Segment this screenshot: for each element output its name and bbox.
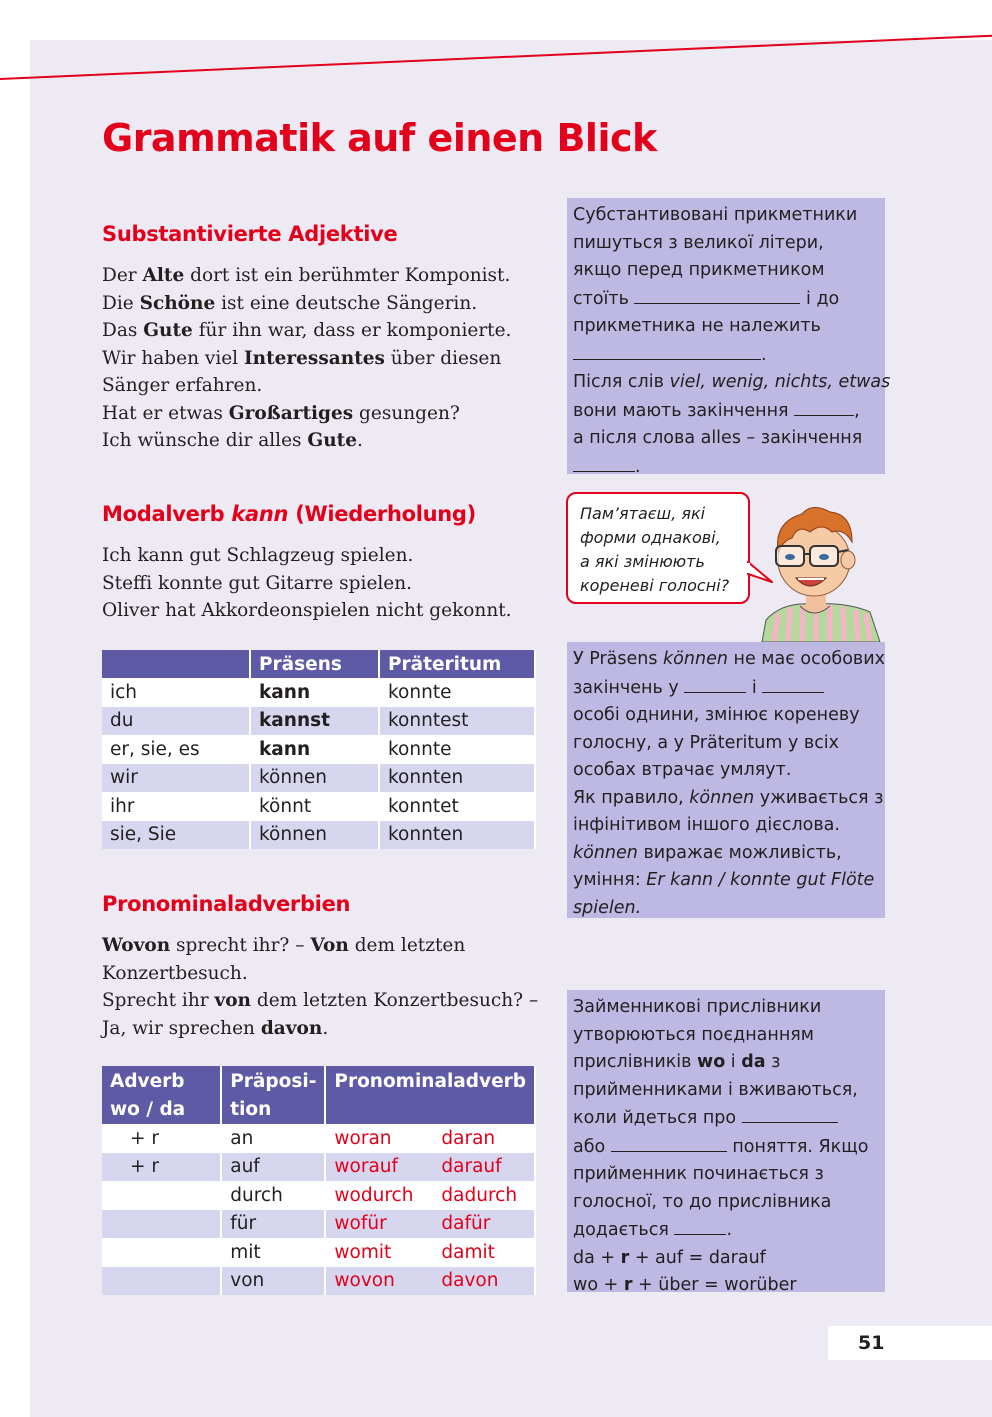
page-number-box [828, 1326, 992, 1360]
table-row: für wofür dafür [102, 1210, 535, 1239]
table-row: + r auf worauf darauf [102, 1153, 535, 1182]
text-line: Hat er etwas Großartiges gesungen? [102, 402, 460, 424]
konjugation-table [102, 650, 536, 849]
section-heading-substantivierte-adjektive: Substantivierte Adjektive [102, 222, 398, 246]
table-row: er, sie, es kann konnte [102, 735, 535, 764]
table-row: + r an woran daran [102, 1124, 535, 1153]
page-title: Grammatik auf einen Blick [102, 116, 657, 160]
fill-blank[interactable] [573, 341, 761, 360]
text-line: Steffi konnte gut Gitarre spielen. [102, 572, 413, 594]
text-line: Oliver hat Akkordeonspielen nicht gekonnt. [102, 600, 512, 621]
text-line: Sänger erfahren. [102, 375, 263, 396]
fill-blank[interactable] [794, 397, 854, 416]
fill-blank[interactable] [674, 1216, 726, 1235]
speech-bubble: Пам’ятаєш, які форми однакові, а які змінюють кореневі голосні? [566, 492, 750, 604]
text-line: Sprecht ihr von dem letzten Konzertbesuch? – [102, 990, 539, 1011]
table-row: ich kann konnte [102, 678, 535, 707]
section2-text [102, 542, 512, 625]
boy-illustration [752, 502, 887, 642]
table-header-row [102, 650, 535, 678]
info-box-substantivierung: Субстантивовані прикметники пишуться з великої літери, якщо перед прикметником стоїть і до прикметника не належить . Після слів viel, wenig, nichts, etwas вони мають закінчення , а після слова alles – закінчення . [567, 198, 885, 474]
section3-text [102, 932, 538, 1042]
table-header-cell: Präteritum [379, 650, 535, 678]
table-header-row [102, 1066, 535, 1124]
table-row: von wovon davon [102, 1267, 535, 1296]
fill-blank[interactable] [611, 1133, 727, 1152]
fill-blank[interactable] [573, 453, 635, 472]
text-line: Ich wünsche dir alles Gute. [102, 430, 363, 451]
fill-blank[interactable] [634, 285, 800, 304]
table-row: ihr könnt konntet [102, 792, 535, 821]
pronominaladverb-table [102, 1066, 536, 1295]
table-header-cell: Adverb wo / da [102, 1066, 221, 1124]
table-header-cell [102, 650, 250, 678]
info-box-pronominaladverbien: Займенникові прислівники утворюються поєднанням прислівників wo і da з прийменниками і вживаються, коли йдеться про або поняття. Якщо прийменник починається з голосної, то до прислівника додається . da + r + auf = darauf wo + r + über = worüber [567, 990, 885, 1292]
section-heading-modalverb: Modalverb kann (Wiederholung) [102, 502, 476, 526]
text-line: Konzertbesuch. [102, 962, 248, 984]
text-line: Ich kann gut Schlagzeug spielen. [102, 545, 414, 566]
section-heading-pronominaladverbien: Pronominaladverbien [102, 892, 351, 916]
section1-text [102, 262, 511, 455]
text-line: Das Gute für ihn war, dass er komponierte. [102, 320, 512, 341]
text-line: Wovon sprecht ihr? – Von dem letzten [102, 935, 466, 956]
table-row: du kannst konntest [102, 707, 535, 736]
table-row: wir können konnten [102, 764, 535, 793]
fill-blank[interactable] [684, 674, 746, 693]
page-number: 51 [858, 1332, 885, 1354]
fill-blank[interactable] [762, 674, 824, 693]
fill-blank[interactable] [742, 1104, 838, 1123]
text-line: Der Alte dort ist ein berühmter Komponist. [102, 265, 511, 286]
table-header-cell: Präsens [250, 650, 379, 678]
table-row: mit womit damit [102, 1238, 535, 1267]
table-row: sie, Sie können konnten [102, 821, 535, 850]
table-header-cell: Pronominaladverb [325, 1066, 535, 1124]
top-red-line [0, 34, 992, 80]
text-line: Ja, wir sprechen davon. [102, 1017, 329, 1039]
table-header-cell: Präposi- tion [221, 1066, 325, 1124]
text-line: Wir haben viel Interessantes über diesen [102, 347, 502, 369]
text-line: Die Schöne ist eine deutsche Sängerin. [102, 292, 478, 314]
table-row: durch wodurch dadurch [102, 1181, 535, 1210]
info-box-koennen: У Präsens können не має особових закінчень у і особі однини, змінює кореневу голосну, а у Präteritum у всіх особах втрачає умляут. Як правило, können уживається з інфінітивом іншого дієслова. können виражає можливість, уміння: Er kann / konnte gut Flöte spielen. [567, 642, 885, 918]
